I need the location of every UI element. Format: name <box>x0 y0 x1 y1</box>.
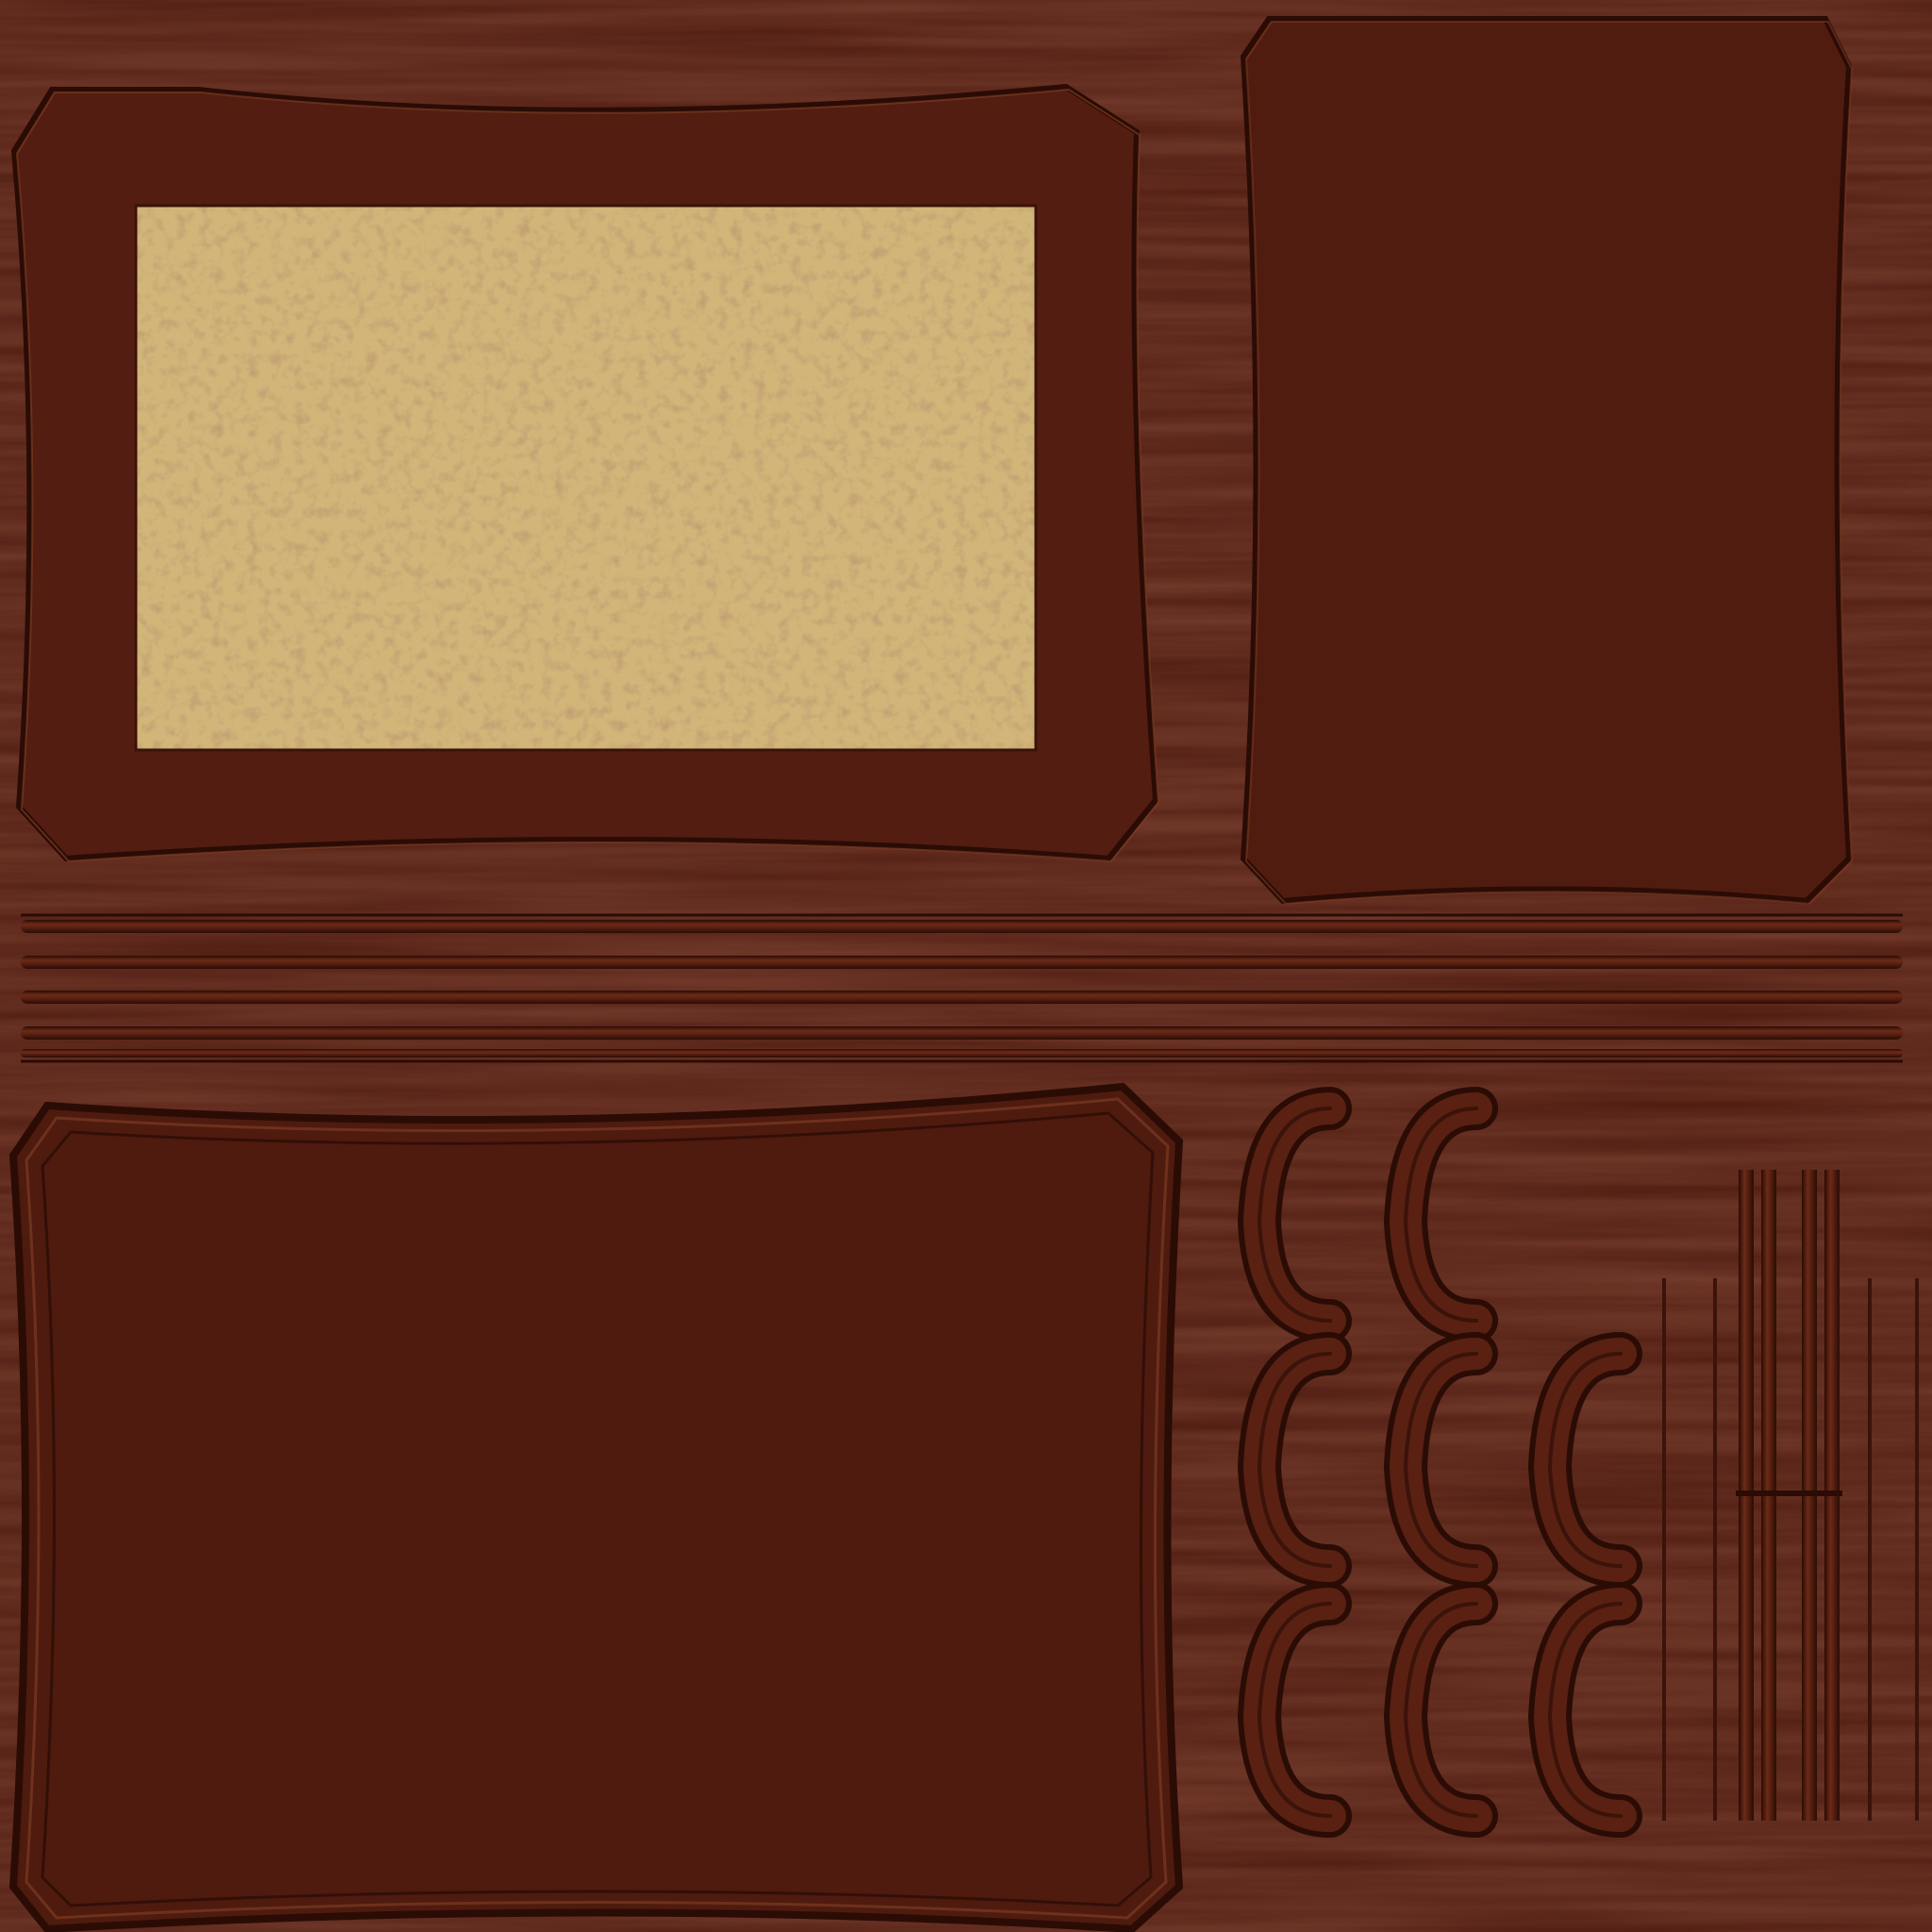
thin-divider <box>1868 1278 1872 1821</box>
thin-divider <box>1662 1278 1666 1821</box>
molding-strip <box>21 920 1903 933</box>
molding-strip <box>21 1049 1903 1058</box>
molding-strip <box>21 956 1903 969</box>
molding-strip <box>21 991 1903 1004</box>
thin-divider <box>1915 1278 1919 1821</box>
top-right-panel <box>1243 19 1852 904</box>
top-left-panel <box>14 87 1158 861</box>
thin-divider <box>1713 1278 1717 1821</box>
bottom-left-panel <box>13 1087 1179 1929</box>
molding-strip <box>21 1026 1903 1040</box>
speckled-inset <box>136 206 1036 750</box>
